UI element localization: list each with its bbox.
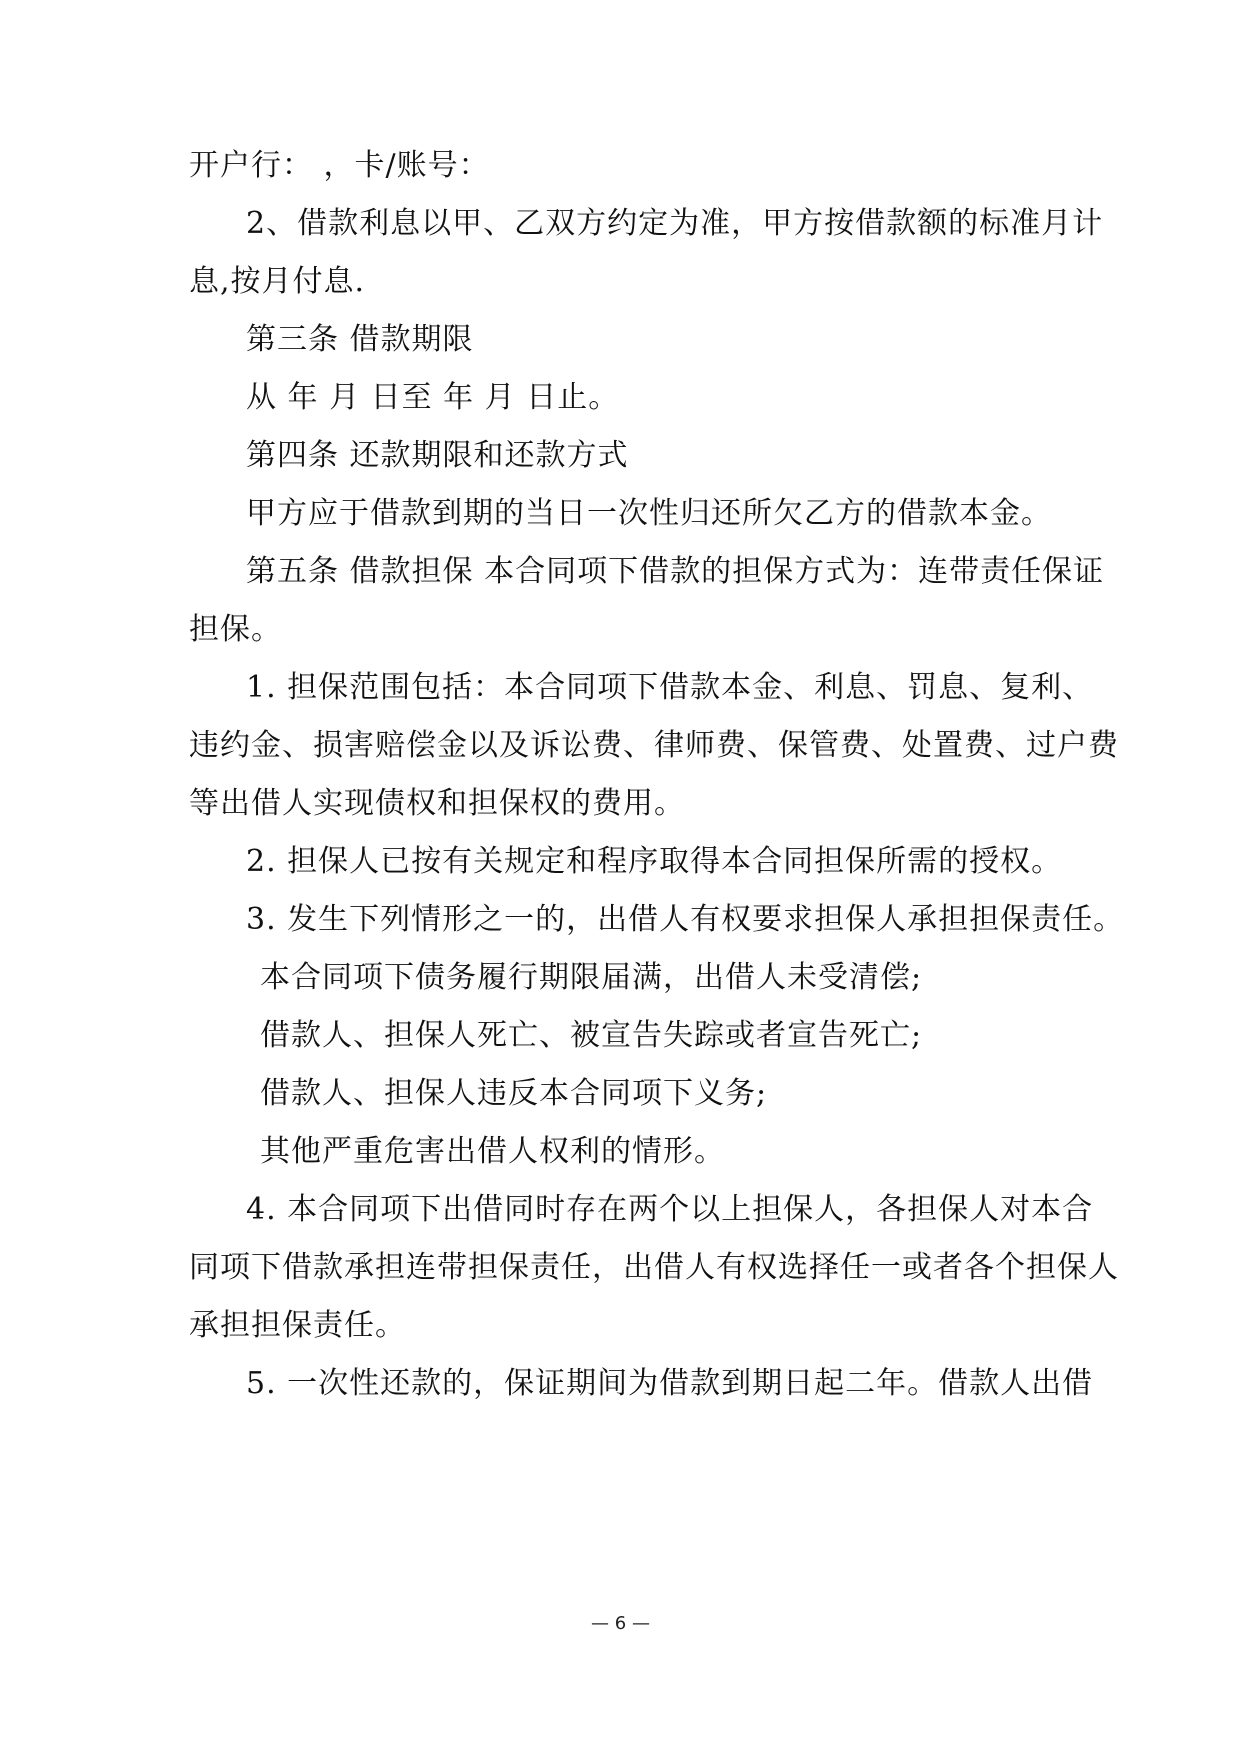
paragraph-line: 甲方应于借款到期的当日一次性归还所欠乙方的借款本金。	[246, 496, 1052, 531]
condition-item: 其他严重危害出借人权利的情形。	[260, 1134, 725, 1169]
page-number: — 6 —	[591, 1613, 650, 1634]
list-item: 4. 本合同项下出借同时存在两个以上担保人，各担保人对本合	[246, 1192, 1094, 1227]
article-heading: 第五条 借款担保 本合同项下借款的担保方式为：连带责任保证	[246, 554, 1105, 589]
list-item: 2. 担保人已按有关规定和程序取得本合同担保所需的授权。	[246, 844, 1063, 879]
bank-account-line: 开户行： ，卡/账号：	[189, 148, 490, 183]
paragraph-line: 违约金、损害赔偿金以及诉讼费、律师费、保管费、处置费、过户费	[189, 728, 1119, 763]
list-item: 5. 一次性还款的，保证期间为借款到期日起二年。借款人出借	[246, 1366, 1094, 1401]
paragraph-line: 同项下借款承担连带担保责任，出借人有权选择任一或者各个担保人	[189, 1250, 1119, 1285]
condition-item: 借款人、担保人死亡、被宣告失踪或者宣告死亡;	[260, 1018, 923, 1053]
list-item: 3. 发生下列情形之一的，出借人有权要求担保人承担担保责任。	[246, 902, 1125, 937]
condition-item: 借款人、担保人违反本合同项下义务;	[260, 1076, 768, 1111]
article-heading: 第四条 还款期限和还款方式	[246, 438, 629, 473]
paragraph-line: 2、借款利息以甲、乙双方约定为准，甲方按借款额的标准月计	[246, 206, 1104, 241]
article-heading: 第三条 借款期限	[246, 322, 474, 357]
paragraph-line: 息,按月付息.	[189, 264, 366, 299]
paragraph-line: 担保。	[189, 612, 282, 647]
paragraph-line: 承担担保责任。	[189, 1308, 406, 1343]
condition-item: 本合同项下债务履行期限届满，出借人未受清偿;	[260, 960, 923, 995]
paragraph-line: 从 年 月 日至 年 月 日止。	[246, 380, 620, 415]
paragraph-line: 等出借人实现债权和担保权的费用。	[189, 786, 685, 821]
list-item: 1. 担保范围包括：本合同项下借款本金、利息、罚息、复利、	[246, 670, 1094, 705]
